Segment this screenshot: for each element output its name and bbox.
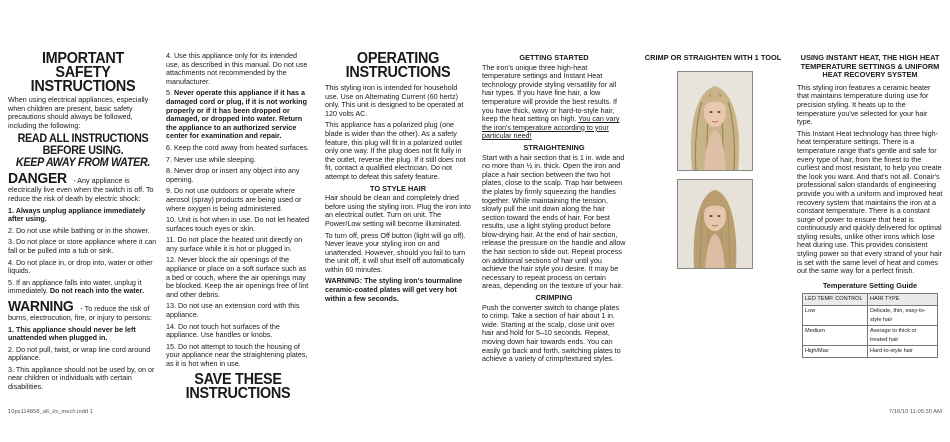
danger-word: DANGER xyxy=(8,170,67,188)
safety-item: 5. Never operate this appliance if it has a damaged cord or plug, if it is not working properly or if it has been dropped or damaged, or dropped into water. Return the appliance to an authorized service center for examination and repair. xyxy=(166,88,307,141)
safety-title: IMPORTANT SAFETY INSTRUCTIONS xyxy=(30,50,136,95)
danger-item: 3. Do not place or store appliance where it can fall or be pulled into a tub or sink. xyxy=(8,237,157,255)
table-cell: Delicate, thin, easy-to-style hair xyxy=(868,306,938,326)
style-hair-heading: TO STYLE HAIR xyxy=(369,183,427,193)
read-all-heading: READ ALL INSTRUCTIONS BEFORE USING. xyxy=(17,133,149,158)
safety-item: 15. Do not attempt to touch the housing of your appliance near the straightening plates, as it is hot when in use. xyxy=(166,341,308,368)
danger-paragraph: DANGER - Any appliance is electrically live even when the switch is off. To reduce the risk of death by electric shock: xyxy=(8,170,154,203)
straight-hair-photo xyxy=(677,179,753,269)
table-row xyxy=(803,326,938,346)
table-header-cell: HAIR TYPE xyxy=(868,294,938,306)
table-header-row xyxy=(803,294,938,306)
danger-item: 2. Do not use while bathing or in the shower. xyxy=(8,225,150,235)
photos-column xyxy=(640,52,786,64)
straight-hair-image xyxy=(678,180,752,268)
table-row xyxy=(803,306,938,326)
table-header-cell: LED TEMP. CONTROL xyxy=(803,294,868,306)
operating-paragraph: This appliance has a polarized plug (one blade is wider than the other). As a safety feature, this plug will fit in a polarized outlet only one way. If the plug does not fit fully in the outlet, reverse the plug. If it still does not fit, contact a qualified electrician. Do not attempt to defeat this safety feature. xyxy=(325,120,466,181)
warning-paragraph: WARNING - To reduce the risk of burns, electrocution, fire, or injury to persons: xyxy=(8,297,152,322)
straightening-heading: STRAIGHTENING xyxy=(523,142,585,152)
save-instructions-heading: SAVE THESE INSTRUCTIONS xyxy=(185,370,291,402)
operating-column xyxy=(325,52,471,306)
operating-title: OPERATING INSTRUCTIONS xyxy=(345,50,451,81)
safety-column xyxy=(8,52,158,395)
getting-started-text: The iron's unique three high-heat temperature settings and Instant Heat technology provide styling versatility for all hair types. If you have fine hair, a low temperature will provide the best results. If you have thick, wavy or hard-to-style hair, keep the heat setting on high. You can vary the iron's temperature according to your particular need! xyxy=(482,62,620,141)
table-cell: Medium xyxy=(803,326,868,346)
table-cell: Average to thick or treated hair xyxy=(868,326,938,346)
operating-warning: WARNING: The styling iron's tourmaline ceramic-coated plates will get very hot within a few seconds. xyxy=(325,276,463,303)
safety-item: 13. Do not use an extension cord with this appliance. xyxy=(166,301,300,320)
temperature-guide-table xyxy=(802,293,938,358)
safety-item: 11. Do not place the heated unit directly on any surface while it is hot or plugged in. xyxy=(166,235,303,253)
temperature-guide-title: Temperature Setting Guide xyxy=(822,280,918,290)
danger-item: 1. Always unplug appliance immediately after using. xyxy=(8,205,146,224)
safety-item: 14. Do not touch hot surfaces of the appliance. Use handles or knobs. xyxy=(166,321,280,340)
instant-heat-paragraph: This styling iron features a ceramic heater that maintains temperature during use for precision styling. It heats up to the temperature you've selected for your hair type. xyxy=(797,82,931,127)
keep-away-heading: KEEP AWAY FROM WATER. xyxy=(15,157,151,170)
table-cell: High/Max xyxy=(803,346,868,358)
warning-item: 1. This appliance should never be left unattended when plugged in. xyxy=(8,324,136,343)
safety-item: 10. Unit is hot when in use. Do not let heated surfaces touch eyes or skin. xyxy=(166,215,310,233)
styling-column xyxy=(482,52,626,367)
danger-item: 5. If an appliance falls into water, unplug it immediately. Do not reach into the water. xyxy=(8,277,145,296)
safety-list-column xyxy=(166,52,310,401)
safety-item: 8. Never drop or insert any object into any opening. xyxy=(166,166,300,184)
instant-heat-paragraph: This Instant Heat technology has three high-heat temperature settings. There is a temperature range that's gentle and safe for every type of hair, from the finest to the curliest and most resistant, to help you create the look you want. And that's not all. Conair's professional salon standards of engineering provide you with a uniform and improved heat recovery system that maintains the iron at a constant temperature. There is a constant surge of power to ensure that heat is continuously and quickly delivered for optimal styling results, unlike other irons which lose heat during use. This provides consistent styling power so that every strand of your hair is set with the same level of heat and comes out the same way for a perfect finish. xyxy=(797,128,943,276)
crimping-heading: CRIMPING xyxy=(535,293,573,303)
safety-item: 9. Do not use outdoors or operate where aerosol (spray) products are being used or where oxygen is being administered. xyxy=(166,186,302,213)
operating-paragraph: Hair should be clean and completely dried before using the styling iron. Plug the iron into an electrical outlet. Turn on unit. The Power/Low setting will become illuminated. xyxy=(325,193,471,228)
table-cell: Low xyxy=(803,306,868,326)
crimped-hair-image xyxy=(678,72,752,170)
warning-item: 3. This appliance should not be used by, on or near children or individuals with certain disabilities. xyxy=(8,364,155,392)
safety-item: 6. Keep the cord away from heated surfaces. xyxy=(166,142,310,152)
footer-file-name: 10ps114858_a6_i/s_mech.indd 1 xyxy=(8,409,93,415)
warning-item: 2. Do not pull, twist, or wrap line cord around appliance. xyxy=(8,344,151,363)
operating-paragraph: This styling iron is intended for household use. Use on Alternating Current (60 hertz) only. This unit is designed to be operated at 120 volts AC. xyxy=(325,83,464,118)
instant-heat-column xyxy=(797,52,943,358)
instant-heat-title: USING INSTANT HEAT, THE HIGH HEAT TEMPERATURE SETTINGS & UNIFORM HEAT RECOVERY SYSTEM xyxy=(800,53,940,80)
crimping-text: Push the converter switch to change plates to crimp. Take a section of hair about 1 in. wide. Starting at the scalp, close unit over hair and hold for 5–10 seconds. Repeat, moving down hair towards ends. You can easily go back and forth, switching plates to achieve a variety of crimp/textured styles. xyxy=(482,302,621,364)
straightening-text: Start with a hair section that is 1 in. wide and no more than ½ in. thick. Open the iron and place a hair section between the two hot plates, close to the scalp. Trap hair between the plates by firmly squeezing the handles together. While maintaining the tension, slowly pull the unit down along the hair section toward the ends of hair. For best results, use a light styling product before blow-drying hair. At the end of hair section, release the pressure on the handle and allow the hair section to slide out. Repeat process on additional sections of hair until you achieve the hair style you desire. It may be necessary to repeat process on certain areas, depending on the texture of your hair. xyxy=(482,152,626,291)
table-cell: Hard-to-style hair xyxy=(868,346,938,358)
safety-intro: When using electrical appliances, especially when children are present, basic safety precautions should always be followed, including the following: xyxy=(8,95,149,130)
crimp-straighten-title: CRIMP OR STRAIGHTEN WITH 1 TOOL xyxy=(644,53,782,62)
safety-item: 4. Use this appliance only for its intended use, as described in this manual. Do not use attachments not recommended by the manufacturer. xyxy=(166,51,308,86)
danger-item: 4. Do not place in, or drop into, water or other liquids. xyxy=(8,257,153,276)
footer-timestamp: 7/16/10 11:05:30 AM xyxy=(888,409,942,415)
safety-item: 12. Never block the air openings of the appliance or place on a soft surface such as a bed or couch, where the air openings may be blocked. Keep the air openings free of lint and other debris. xyxy=(166,255,309,299)
crimped-hair-photo xyxy=(677,71,753,171)
table-row xyxy=(803,346,938,358)
getting-started-heading: GETTING STARTED xyxy=(519,53,589,62)
warning-word: WARNING xyxy=(8,297,74,315)
operating-paragraph: To turn off, press Off button (light will go off). Never leave your styling iron on and unattended. However, should you fail to turn the unit off, it will shut itself off automatically within 60 minutes. xyxy=(325,230,466,274)
safety-item: 7. Never use while sleeping. xyxy=(166,154,256,164)
